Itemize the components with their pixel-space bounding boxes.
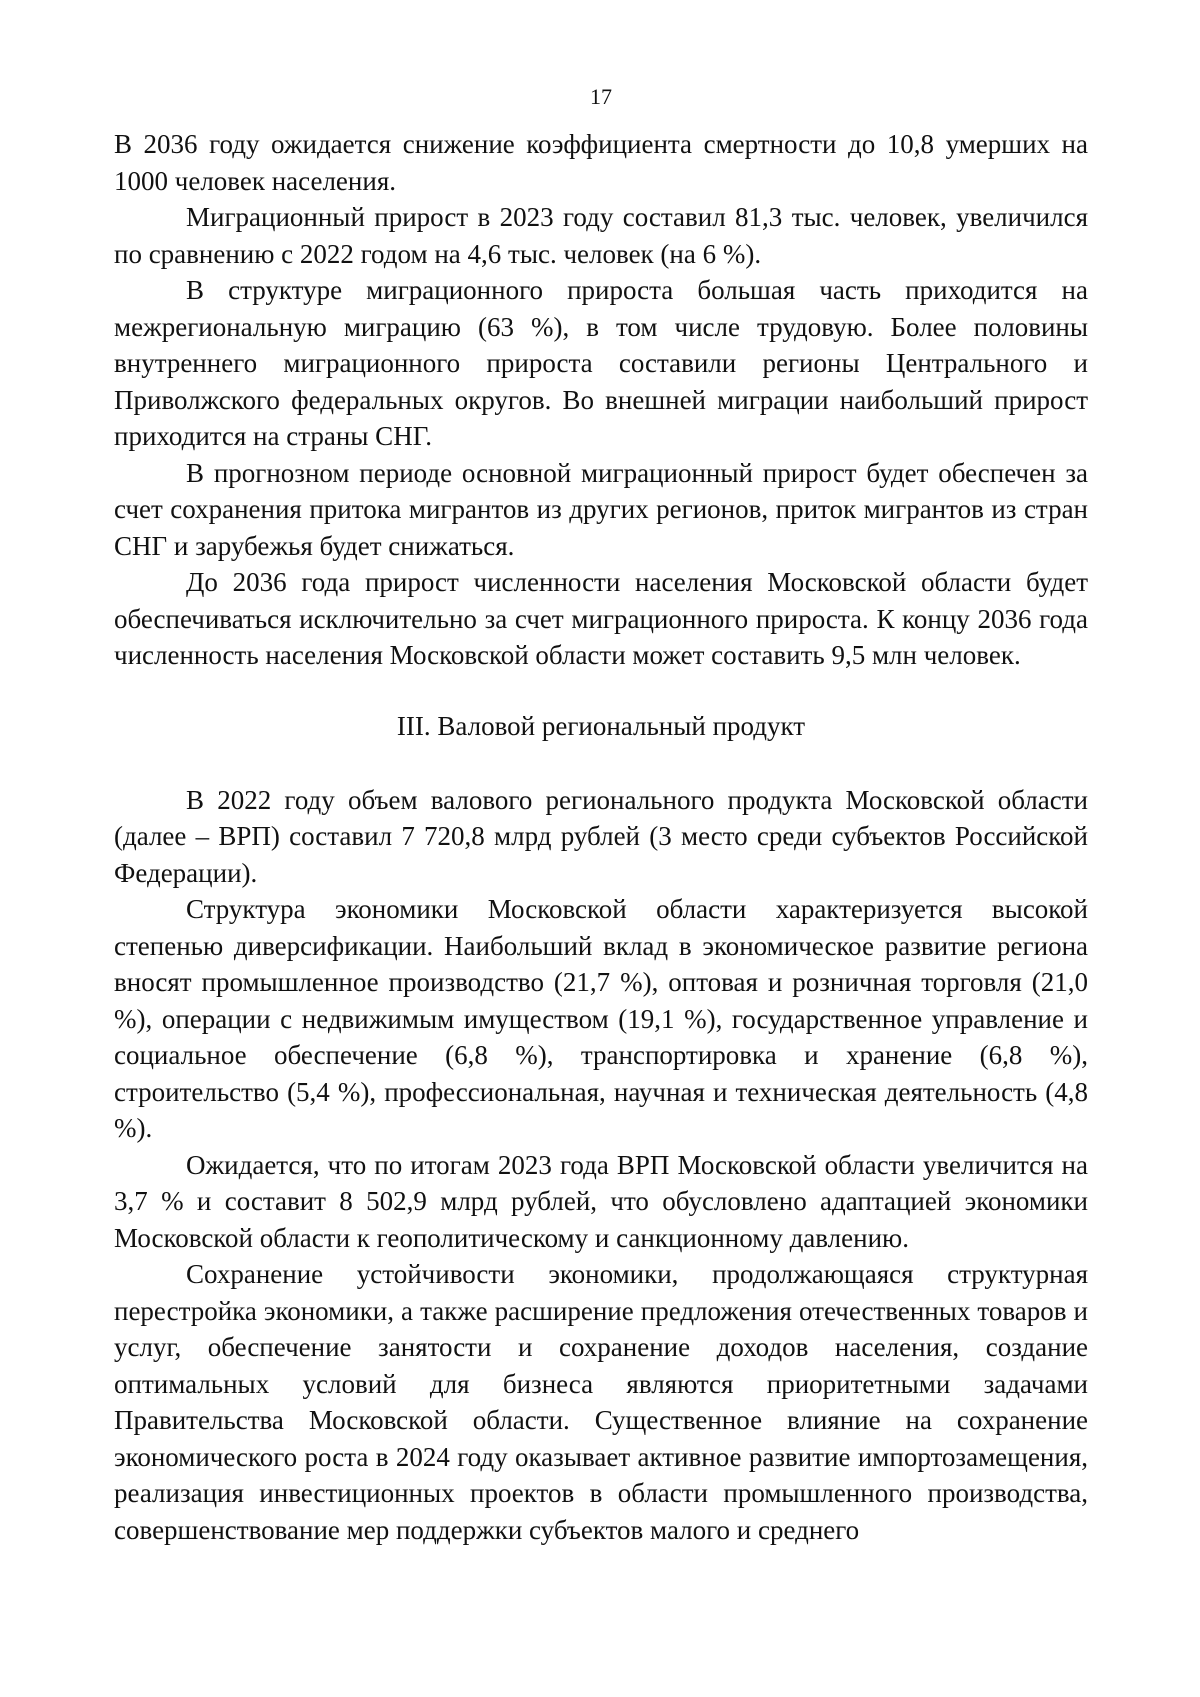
paragraph-economy-priorities: Сохранение устойчивости экономики, продолжающаяся структурная перестройка экономики, а также расширение предложения отечественных товаров и услуг, обеспечение занятости и сохранение доходов населения, создание оптимальных условий для бизнеса являются приоритетными задачами Правительства Московской области. Существенное влияние на сохранение экономического роста в 2024 году оказывает активное развитие импортозамещения, реализация инвестиционных проектов в области промышленного производства, совершенствование мер поддержки субъектов малого и среднего [114, 1259, 1088, 1545]
paragraph-mortality: В 2036 году ожидается снижение коэффициента смертности до 10,8 умерших на 1000 человек населения. [114, 129, 1088, 196]
paragraph-economy-structure: Структура экономики Московской области характеризуется высокой степенью диверсификации. Наибольший вклад в экономическое развитие региона вносят промышленное производство (21,7 %), оптовая и розничная торговля (21,0 %), операции с недвижимым имуществом (19,1 %), государственное управление и социальное обеспечение (6,8 %), транспортировка и хранение (6,8 %), строительство (5,4 %), профессиональная, научная и техническая деятельность (4,8 %). [114, 894, 1088, 1143]
page-number: 17 [590, 84, 612, 109]
paragraph-migration-forecast: В прогнозном периоде основной миграционный прирост будет обеспечен за счет сохранения притока мигрантов из других регионов, приток мигрантов из стран СНГ и зарубежья будет снижаться. [114, 457, 1088, 561]
paragraph-grp-2022: В 2022 году объем валового регионального продукта Московской области (далее – ВРП) составил 7 720,8 млрд рублей (3 место среди субъектов Российской Федерации). [114, 784, 1088, 888]
paragraph-grp-2023: Ожидается, что по итогам 2023 года ВРП Московской области увеличится на 3,7 % и составит 8 502,9 млрд рублей, что обусловлено адаптацией экономики Московской области к геополитическому и санкционному давлению. [114, 1149, 1088, 1253]
section-heading: III. Валовой региональный продукт [396, 710, 806, 741]
paragraph-population-forecast: До 2036 года прирост численности населения Московской области будет обеспечиваться исключительно за счет миграционного прироста. К концу 2036 года численность населения Московской области может составить 9,5 млн человек. [114, 567, 1088, 670]
paragraph-migration-growth: Миграционный прирост в 2023 году составил 81,3 тыс. человек, увеличился по сравнению с 2022 годом на 4,6 тыс. человек (на 6 %). [114, 202, 1088, 269]
paragraph-migration-structure: В структуре миграционного прироста большая часть приходится на межрегиональную миграцию (63 %), в том числе трудовую. Более половины внутреннего миграционного прироста составили регионы Центрального и Приволжского федеральных округов. Во внешней миграции наибольший прирост приходится на страны СНГ. [114, 275, 1088, 451]
